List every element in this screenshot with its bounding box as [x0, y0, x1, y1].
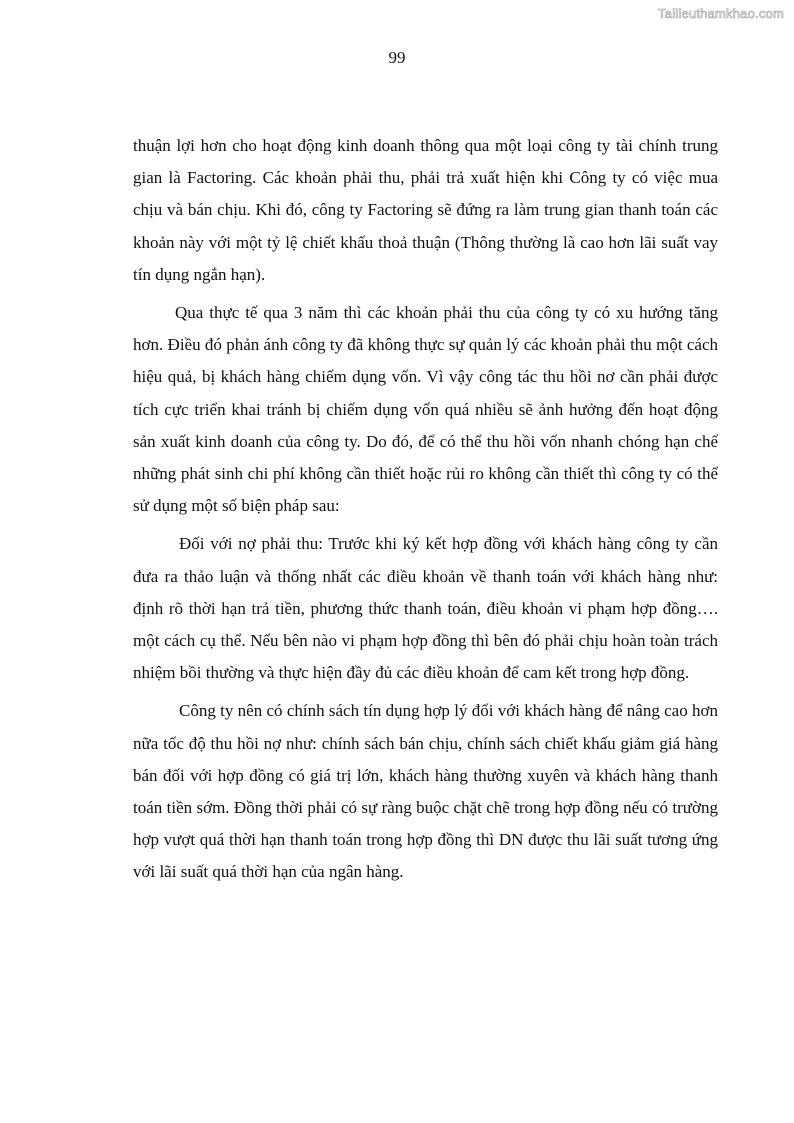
- watermark-text: Tailieuthamkhao.com: [658, 6, 784, 21]
- paragraph-receivables-contract: Đối với nợ phải thu: Trước khi ký kết hợp đồng với khách hàng công ty cần đưa ra thảo luận và thống nhất các điều khoản về thanh toán với khách hàng như: định rõ thời hạn trả tiền, phương thức thanh toán, điều khoản vi phạm hợp đồng…. một cách cụ thể. Nếu bên nào vi phạm hợp đồng thì bên đó phải chịu hoàn toàn trách nhiệm bồi thường và thực hiện đầy đủ các điều khoản để cam kết trong hợp đồng.: [133, 534, 718, 683]
- document-body: [133, 130, 718, 889]
- paragraph-receivables-trend: Qua thực tế qua 3 năm thì các khoản phải thu của công ty có xu hướng tăng hơn. Điều đó phản ánh công ty đã không thực sự quản lý các khoản phải thu một cách hiệu quả, bị khách hàng chiếm dụng vốn. Vì vậy công tác thu hồi nơ cần phải được tích cực triển khai tránh bị chiếm dụng vốn quá nhiều sẽ ảnh hưởng đến hoạt động sản xuất kinh doanh của công ty. Do đó, để có thể thu hồi vốn nhanh chóng hạn chế những phát sinh chi phí không cần thiết hoặc rủi ro không cần thiết thì công ty có thể sử dụng một số biện pháp sau:: [133, 303, 718, 516]
- page-number: 99: [388, 48, 406, 67]
- paragraph-factoring: thuận lợi hơn cho hoạt động kinh doanh thông qua một loại công ty tài chính trung gian là Factoring. Các khoản phải thu, phải trả xuất hiện khi Công ty có việc mua chịu và bán chịu. Khi đó, công ty Factoring sẽ đứng ra làm trung gian thanh toán các khoản này với một tỷ lệ chiết khấu thoả thuận (Thông thường là cao hơn lãi suất vay tín dụng ngắn hạn).: [133, 136, 718, 284]
- paragraph-credit-policy: Công ty nên có chính sách tín dụng hợp lý đối với khách hàng để nâng cao hơn nữa tốc độ thu hồi nợ như: chính sách bán chịu, chính sách chiết khấu giảm giá hàng bán đối với hợp đồng có giá trị lớn, khách hàng thường xuyên và khách hàng thanh toán tiền sớm. Đồng thời phải có sự ràng buộc chặt chẽ trong hợp đồng nếu có trường hợp vượt quá thời hạn thanh toán trong hợp đồng thì DN được thu lãi suất tương ứng với lãi suất quá thời hạn của ngân hàng.: [133, 701, 718, 882]
